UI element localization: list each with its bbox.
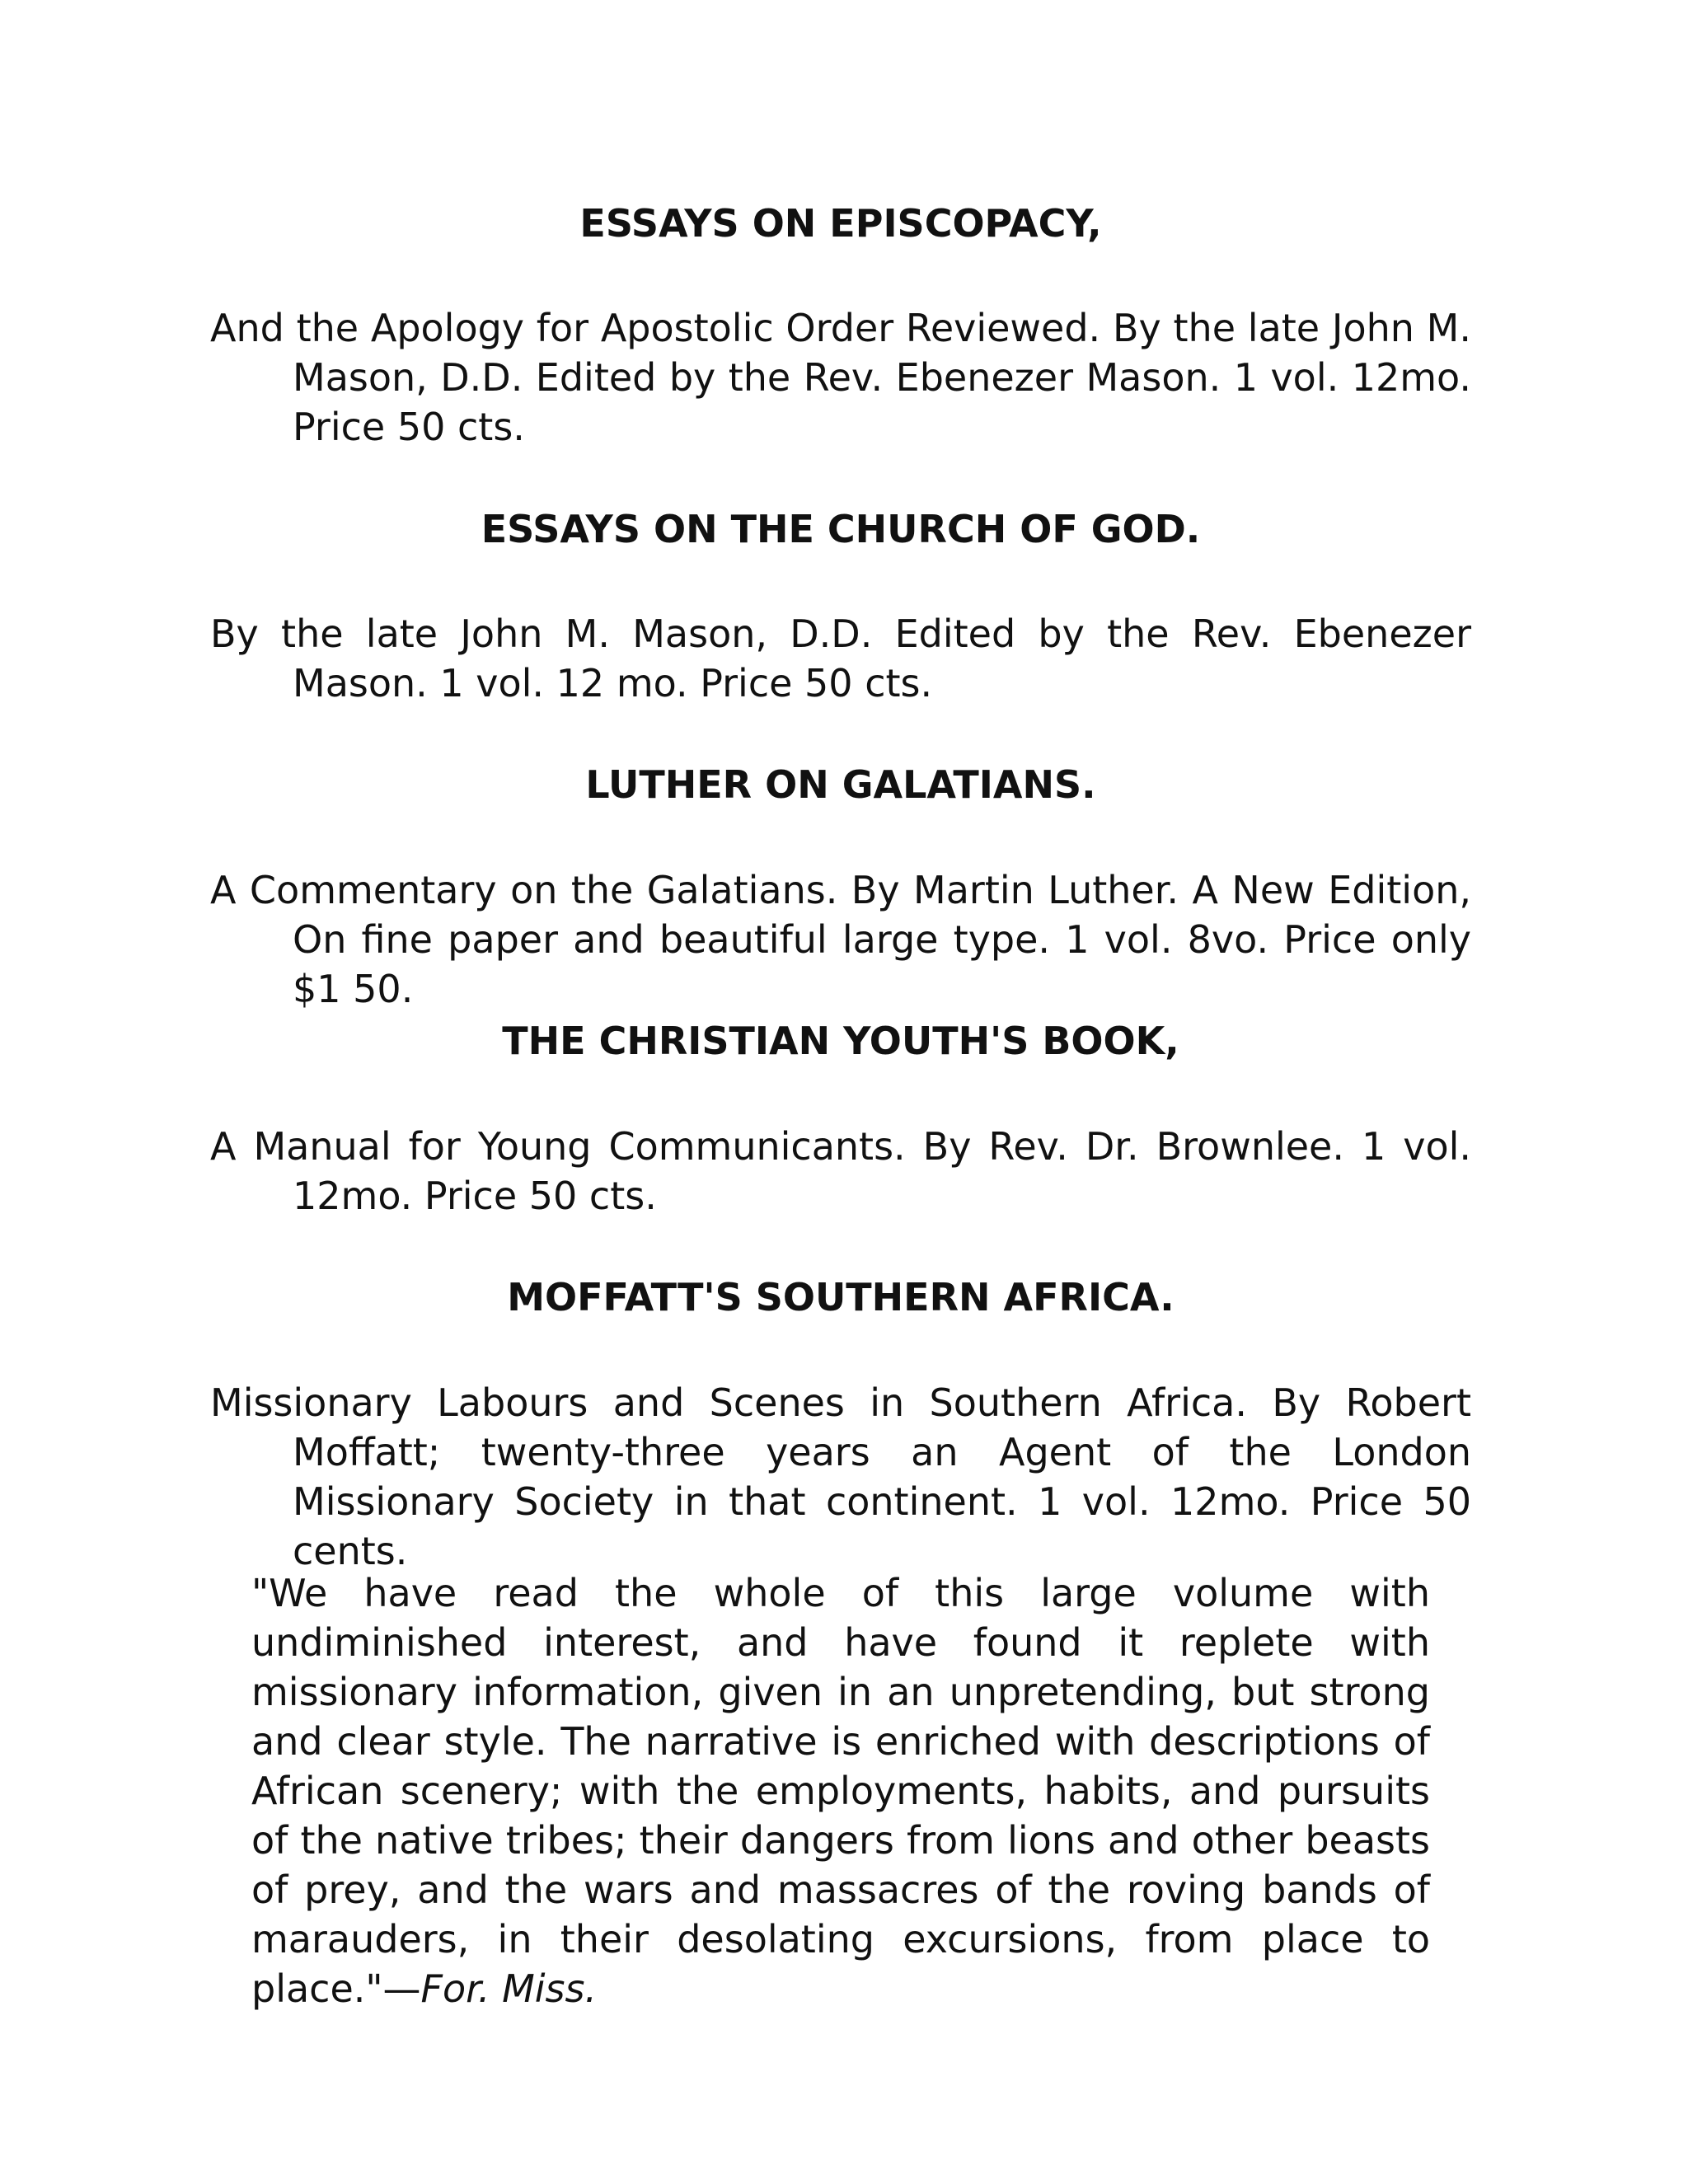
- heading-moffatts-southern-africa: MOFFATT'S SOUTHERN AFRICA.: [507, 1275, 1175, 1319]
- review-quote: [251, 1568, 1430, 2013]
- advertisement-page: [210, 0, 1471, 2184]
- heading-luther-on-galatians: LUTHER ON GALATIANS.: [585, 762, 1096, 807]
- entry-moffatts-southern-africa: Missionary Labours and Scenes in Southern Africa. By Robert Moffatt; twenty-three years an Agent of the London Missionary Society in that continent. 1 vol. 12mo. Price 50 cents.: [210, 1380, 1471, 1573]
- entry-luther-on-galatians: A Commentary on the Galatians. By Martin Luther. A New Edition, On fine paper and beautiful large type. 1 vol. 8vo. Price only $1 50.: [210, 868, 1471, 1011]
- heading-christian-youths-book: THE CHRISTIAN YOUTH'S BOOK,: [502, 1019, 1179, 1063]
- entry-essays-on-church-of-god: By the late John M. Mason, D.D. Edited by the Rev. Ebenezer Mason. 1 vol. 12 mo. Price 50 cts.: [210, 612, 1471, 705]
- entry-essays-on-episcopacy: And the Apology for Apostolic Order Reviewed. By the late John M. Mason, D.D. Edited by the Rev. Ebenezer Mason. 1 vol. 12mo. Price 50 cts.: [210, 306, 1471, 449]
- entry-christian-youths-book: A Manual for Young Communicants. By Rev. Dr. Brownlee. 1 vol. 12mo. Price 50 cts.: [210, 1124, 1471, 1218]
- heading-essays-on-episcopacy: ESSAYS ON EPISCOPACY,: [579, 201, 1102, 246]
- heading-essays-on-church-of-god: ESSAYS ON THE CHURCH OF GOD.: [481, 507, 1201, 551]
- review-quote-text: "We have read the whole of this large volume with undiminished interest, and have found it replete with missionary information, given in an unpretending, but strong and clear style. The narrative is enriched with descriptions of African scenery; with the employments, habits, and pursuits of the native tribes; their dangers from lions and other beasts of prey, and the wars and massacres of the roving bands of marauders, in their desolating excursions, from place to place."—: [251, 1571, 1430, 2011]
- review-quote-source: For. Miss.: [420, 1966, 598, 2011]
